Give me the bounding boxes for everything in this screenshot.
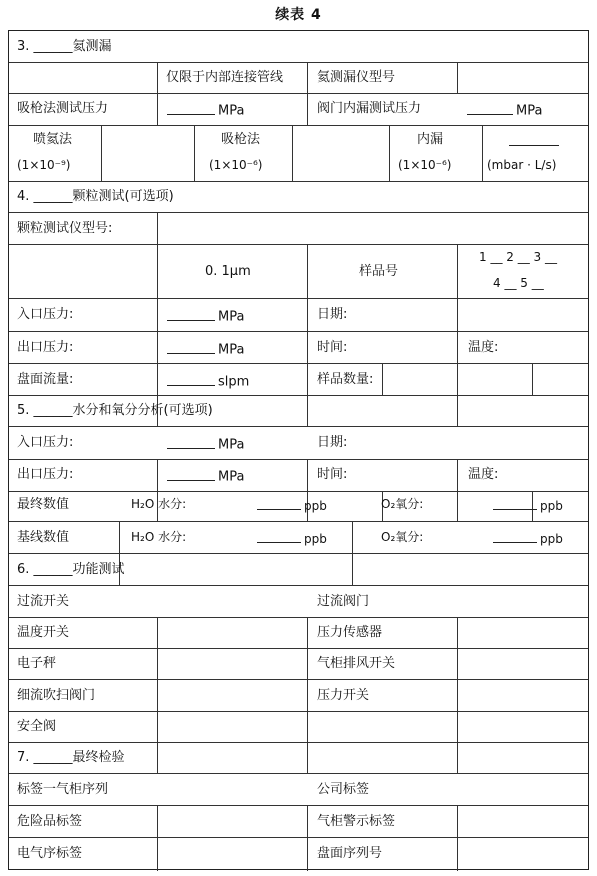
panel-serial-number-label: 盘面序列号 — [317, 846, 383, 861]
col-divider — [532, 363, 533, 395]
excess-flow-switch-label: 过流开关 — [17, 594, 70, 609]
col-divider — [157, 244, 158, 426]
pressure-sensor-label: 压力传感器 — [317, 625, 383, 640]
row-divider — [9, 363, 588, 364]
sample-numbers-row1[interactable]: 1 __ 2 __ 3 __ — [479, 250, 557, 264]
final-o2-field[interactable]: ppb — [493, 498, 563, 512]
leak-rate-blank[interactable] — [509, 133, 562, 149]
row-divider — [9, 617, 588, 618]
spray-method-label: 喷氦法 — [33, 132, 73, 147]
final-h2o-field[interactable]: ppb — [257, 498, 327, 512]
col-divider — [157, 62, 158, 125]
row-divider — [9, 648, 588, 649]
electrical-serial-label: 电气序标签 — [17, 846, 83, 861]
row-divider — [9, 837, 588, 838]
row-divider — [9, 459, 588, 460]
excess-flow-valve-label: 过流阀门 — [317, 594, 370, 609]
temperature-label: 温度: — [468, 340, 499, 355]
col-divider — [352, 521, 353, 585]
leak-rate-unit: (mbar · L/s) — [487, 158, 557, 172]
baseline-h2o-label: H₂O 水分: — [131, 530, 187, 544]
section-5-heading: 5. ______水分和氧分分析(可选项) — [17, 403, 213, 418]
col-divider — [457, 805, 458, 871]
col-divider — [157, 212, 158, 244]
sample-numbers-row2[interactable]: 4 __ 5 __ — [493, 276, 544, 290]
outlet-pressure-field[interactable]: MPa — [167, 341, 244, 357]
col-divider — [457, 617, 458, 773]
row-divider — [9, 244, 588, 245]
moisture-date-label: 日期: — [317, 435, 348, 450]
particle-size-label: 0. 1μm — [205, 264, 251, 279]
col-divider — [157, 459, 158, 521]
row-divider — [9, 298, 588, 299]
row-divider — [9, 491, 588, 492]
valve-leak-test-pressure-label: 阀门内漏测试压力 — [317, 101, 422, 116]
row-divider — [9, 62, 588, 63]
col-divider — [457, 459, 458, 521]
inlet-pressure-label: 入口压力: — [17, 307, 74, 322]
moisture-outlet-pressure-field[interactable]: MPa — [167, 468, 244, 484]
final-o2-label: O₂氧分: — [381, 497, 424, 511]
moisture-inlet-pressure-label: 入口压力: — [17, 435, 74, 450]
col-divider — [157, 805, 158, 871]
baseline-value-label: 基线数值 — [17, 530, 70, 545]
col-divider — [389, 125, 390, 181]
baseline-h2o-field[interactable]: ppb — [257, 531, 327, 545]
safety-valve-label: 安全阀 — [17, 719, 57, 734]
pressure-switch-label: 压力开关 — [317, 688, 370, 703]
moisture-inlet-pressure-field[interactable]: MPa — [167, 436, 244, 452]
moisture-outlet-pressure-label: 出口压力: — [17, 467, 74, 482]
page-title: 续表 4 — [275, 7, 322, 23]
sample-number-label: 样品号 — [359, 264, 399, 279]
suction-method-spec: (1×10⁻⁶) — [209, 158, 263, 172]
suction-method-label: 吸枪法 — [221, 132, 261, 147]
final-value-label: 最终数值 — [17, 497, 70, 512]
particle-counter-model-label: 颗粒测试仪型号: — [17, 221, 113, 236]
cabinet-warning-label: 气柜警示标签 — [317, 814, 396, 829]
panel-flow-field[interactable]: slpm — [167, 373, 249, 389]
outlet-pressure-label: 出口压力: — [17, 340, 74, 355]
row-divider — [9, 331, 588, 332]
internal-lines-only-label: 仅限于内部连接管线 — [166, 70, 284, 85]
row-divider — [9, 125, 588, 126]
electronic-scale-label: 电子秤 — [17, 656, 57, 671]
suction-test-pressure-field[interactable]: MPa — [167, 102, 244, 118]
company-label: 公司标签 — [317, 782, 370, 797]
col-divider — [457, 62, 458, 93]
trickle-purge-valve-label: 细流吹扫阀门 — [17, 688, 96, 703]
row-divider — [9, 93, 588, 94]
section-6-heading: 6. ______功能测试 — [17, 562, 125, 577]
row-divider — [9, 521, 588, 522]
col-divider — [292, 125, 293, 181]
section-4-heading: 4. ______颗粒测试(可选项) — [17, 189, 174, 204]
row-divider — [9, 742, 588, 743]
baseline-o2-label: O₂氧分: — [381, 530, 424, 544]
row-divider — [9, 395, 588, 396]
cabinet-exhaust-switch-label: 气柜排风开关 — [317, 656, 396, 671]
internal-leak-label: 内漏 — [417, 132, 444, 147]
helium-leak-detector-model-label: 氦测漏仪型号 — [317, 70, 396, 85]
col-divider — [157, 617, 158, 773]
date-label: 日期: — [317, 307, 348, 322]
moisture-temperature-label: 温度: — [468, 467, 499, 482]
col-divider — [457, 244, 458, 426]
hazard-label: 危险品标签 — [17, 814, 83, 829]
moisture-time-label: 时间: — [317, 467, 348, 482]
temperature-switch-label: 温度开关 — [17, 625, 70, 640]
baseline-o2-field[interactable]: ppb — [493, 531, 563, 545]
col-divider — [307, 617, 308, 773]
col-divider — [307, 805, 308, 871]
col-divider — [101, 125, 102, 181]
col-divider — [482, 125, 483, 181]
row-divider — [9, 679, 588, 680]
inspection-form-table — [8, 30, 589, 870]
panel-flow-label: 盘面流量: — [17, 372, 74, 387]
row-divider — [9, 181, 588, 182]
section-3-heading: 3. ______氦测漏 — [17, 39, 112, 54]
row-divider — [9, 805, 588, 806]
final-h2o-label: H₂O 水分: — [131, 497, 187, 511]
col-divider — [307, 62, 308, 125]
cabinet-serial-label: 标签一气柜序列 — [17, 782, 109, 797]
suction-test-pressure-label: 吸枪法测试压力 — [17, 101, 109, 116]
row-divider — [9, 212, 588, 213]
time-label: 时间: — [317, 340, 348, 355]
valve-leak-test-pressure-field[interactable]: MPa — [467, 102, 542, 118]
internal-leak-spec: (1×10⁻⁶) — [398, 158, 452, 172]
row-divider — [9, 773, 588, 774]
inlet-pressure-field[interactable]: MPa — [167, 308, 244, 324]
row-divider — [9, 426, 588, 427]
section-7-heading: 7. ______最终检验 — [17, 750, 125, 765]
row-divider — [9, 553, 588, 554]
spray-method-spec: (1×10⁻⁹) — [17, 158, 71, 172]
col-divider — [382, 363, 383, 395]
col-divider — [307, 244, 308, 426]
row-divider — [9, 585, 588, 586]
row-divider — [9, 711, 588, 712]
col-divider — [194, 125, 195, 181]
sample-count-label: 样品数量: — [317, 372, 374, 387]
